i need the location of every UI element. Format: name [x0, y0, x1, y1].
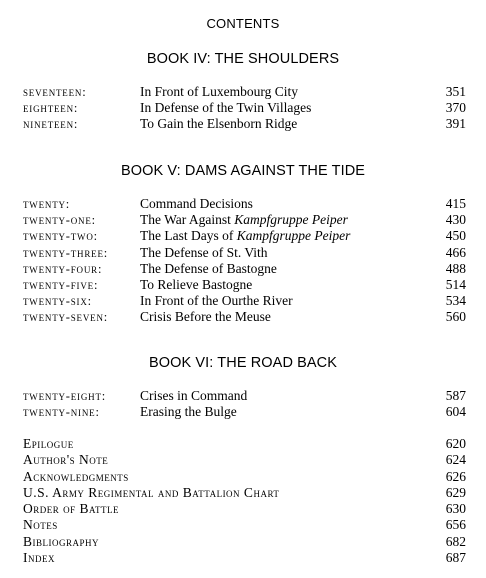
back-matter-page: 656: [445, 517, 466, 533]
chapter-title: To Gain the Elsenborn Ridge: [140, 116, 298, 132]
chapter-row[interactable]: [0, 277, 486, 293]
chapter-row[interactable]: [0, 100, 486, 116]
chapter-row[interactable]: [0, 293, 486, 309]
chapter-row[interactable]: [0, 309, 486, 325]
chapter-title: Crises in Command: [140, 388, 248, 403]
chapter-title: In Defense of the Twin Villages: [140, 100, 312, 116]
back-matter-row[interactable]: [0, 501, 486, 517]
chapter-title: The Defense of St. Vith: [140, 244, 268, 260]
chapter-title: In Front of the Ourthe River: [140, 293, 293, 309]
chapter-number: seventeen:: [23, 85, 87, 99]
chapter-page: 514: [445, 276, 466, 292]
back-matter-title: Order of Battle: [23, 501, 120, 517]
back-matter-row[interactable]: [0, 436, 486, 452]
chapter-number: twenty-eight:: [23, 389, 107, 403]
chapter-number: twenty-four:: [23, 261, 103, 276]
chapter-number: twenty:: [23, 197, 71, 211]
chapter-page: 534: [445, 293, 466, 309]
chapter-page: 560: [445, 309, 466, 325]
chapter-title: Command Decisions: [140, 196, 253, 211]
back-matter-row[interactable]: [0, 550, 486, 566]
back-matter-title: Notes: [23, 517, 58, 533]
chapter-title: Erasing the Bulge: [140, 404, 237, 420]
back-matter-page: 626: [445, 468, 466, 484]
chapter-title-italic: Kampfgruppe Peiper: [236, 228, 351, 244]
chapter-row[interactable]: [0, 212, 486, 228]
chapter-number: twenty-nine:: [23, 405, 100, 420]
chapter-page: 450: [445, 228, 466, 244]
chapter-number: twenty-two:: [23, 229, 98, 244]
chapter-page: 430: [445, 212, 466, 228]
back-matter-row[interactable]: [0, 517, 486, 533]
chapter-number: nineteen:: [23, 117, 79, 132]
contents-title: CONTENTS: [206, 16, 280, 31]
chapter-title: Crisis Before the Meuse: [140, 309, 271, 325]
chapter-page: 488: [445, 260, 466, 276]
chapter-row[interactable]: [0, 84, 486, 100]
back-matter-row[interactable]: [0, 534, 486, 550]
chapter-title: [140, 228, 350, 244]
back-matter-title: Index: [23, 550, 55, 566]
back-matter-page: 629: [445, 484, 466, 500]
chapter-page: 370: [445, 100, 466, 116]
back-matter-page: 687: [445, 550, 466, 566]
back-matter-title: Bibliography: [23, 533, 100, 549]
back-matter-title: U.S. Army Regimental and Battalion Chart: [23, 484, 280, 500]
chapter-number: twenty-one:: [23, 213, 96, 228]
book-v-chapter-list: [0, 196, 486, 326]
chapter-page: 604: [445, 404, 466, 420]
back-matter-row[interactable]: [0, 485, 486, 501]
back-matter-page: 630: [445, 501, 466, 517]
chapter-title-italic: Kampfgruppe Peiper: [234, 212, 348, 228]
chapter-number: twenty-five:: [23, 277, 99, 292]
chapter-number: twenty-six:: [23, 294, 92, 309]
chapter-title: [140, 212, 348, 228]
back-matter-page: 682: [445, 533, 466, 549]
book-iv-chapter-list: [0, 84, 486, 133]
chapter-row[interactable]: [0, 388, 486, 404]
chapter-title-roman: The Last Days of: [140, 228, 237, 244]
back-matter-title: Acknowledgments: [23, 468, 129, 484]
back-matter-list: [0, 436, 486, 566]
back-matter-page: 620: [445, 436, 466, 451]
chapter-row[interactable]: [0, 116, 486, 132]
chapter-title: The Defense of Bastogne: [140, 260, 277, 276]
book-vi-chapter-list: [0, 388, 486, 420]
chapter-row[interactable]: [0, 228, 486, 244]
back-matter-row[interactable]: [0, 452, 486, 468]
chapter-row[interactable]: [0, 245, 486, 261]
book-heading-iv: BOOK IV: THE SHOULDERS: [146, 51, 340, 67]
chapter-page: 391: [445, 116, 466, 132]
chapter-title: To Relieve Bastogne: [140, 276, 253, 292]
chapter-page: 351: [445, 84, 466, 99]
back-matter-title: Epilogue: [23, 436, 74, 451]
chapter-page: 466: [445, 244, 466, 260]
chapter-row[interactable]: [0, 261, 486, 277]
chapter-row[interactable]: [0, 196, 486, 212]
chapter-number: twenty-three:: [23, 245, 109, 260]
chapter-page: 587: [445, 388, 466, 403]
book-heading-vi: BOOK VI: THE ROAD BACK: [148, 355, 338, 371]
chapter-number: twenty-seven:: [23, 310, 109, 325]
chapter-page: 415: [445, 196, 466, 211]
chapter-title-roman: The War Against: [140, 212, 235, 228]
back-matter-row[interactable]: [0, 469, 486, 485]
chapter-title: In Front of Luxembourg City: [140, 84, 298, 99]
chapter-number: eighteen:: [23, 101, 79, 116]
back-matter-title: Author's Note: [23, 452, 109, 468]
book-heading-v: BOOK V: DAMS AGAINST THE TIDE: [120, 163, 366, 179]
chapter-row[interactable]: [0, 404, 486, 420]
back-matter-page: 624: [445, 452, 466, 468]
